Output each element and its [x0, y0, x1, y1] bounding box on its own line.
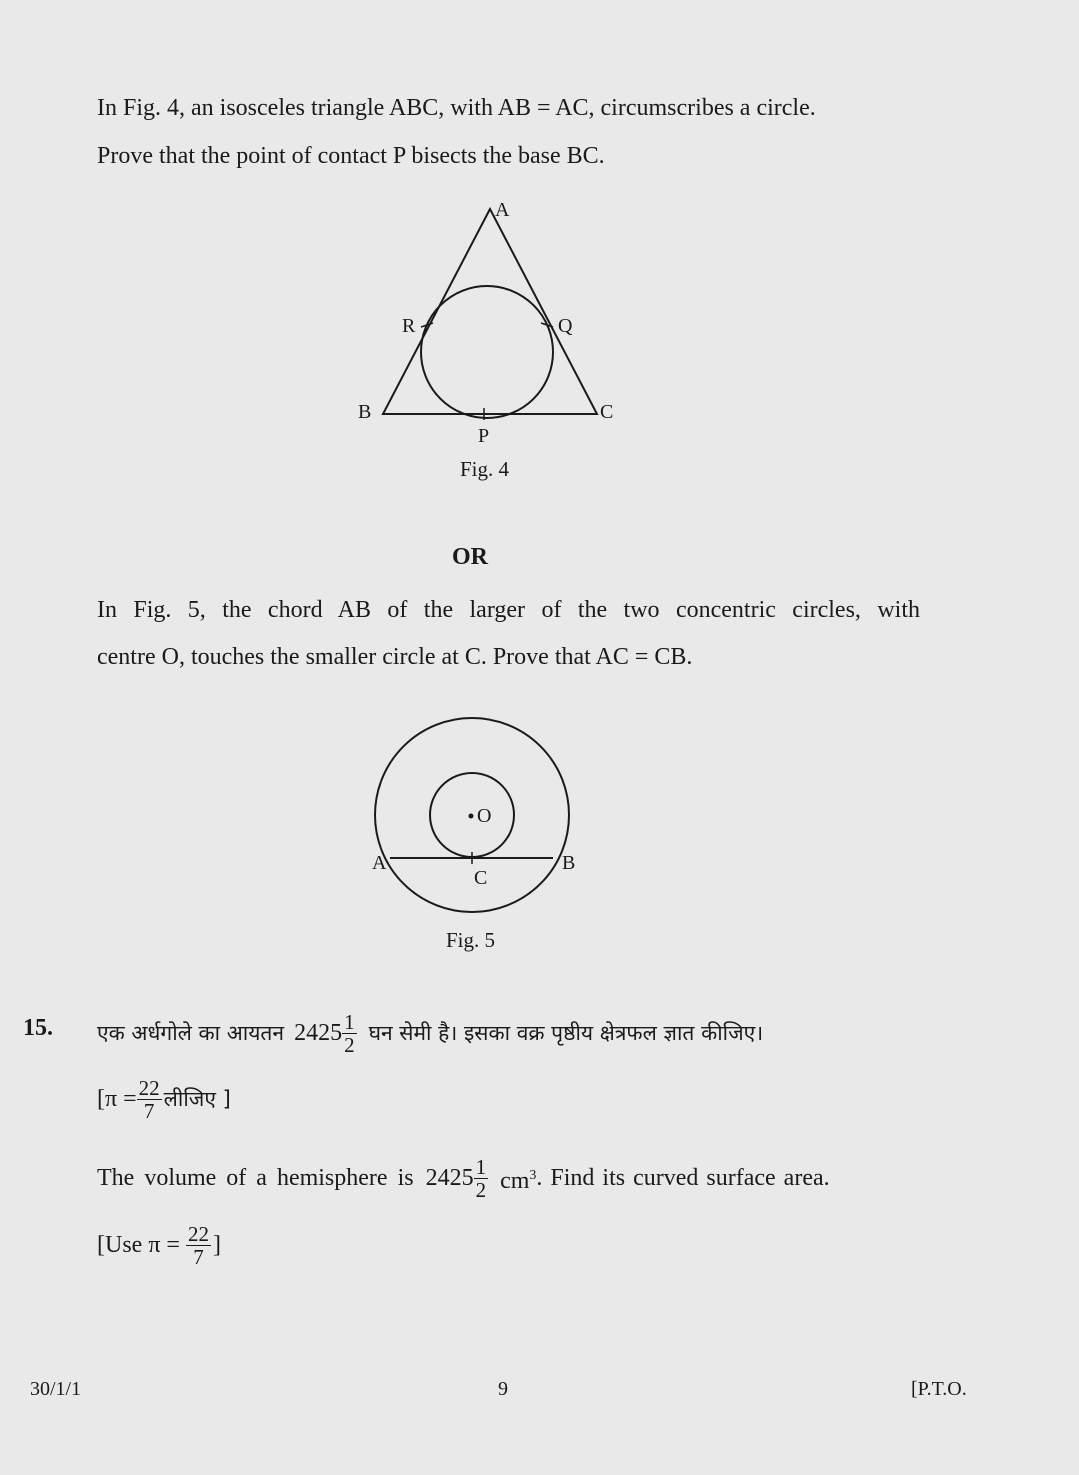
q15-english-volume-fraction: $\frac{1}{2}$: [475, 1154, 487, 1202]
point-q-label: Q: [558, 315, 573, 337]
figure-5-caption: Fig. 5: [446, 928, 496, 952]
q15-english-hint: [97, 1214, 221, 1276]
q15-english-volume-whole: 2425: [425, 1165, 474, 1191]
contact-c-label: C: [474, 867, 488, 889]
q15-english-text-post: . Find its curved surface area.: [536, 1165, 830, 1191]
paper-code: 30/1/1: [30, 1378, 82, 1400]
figure-4-caption: Fig. 4: [460, 457, 510, 481]
q15-hindi-line: [97, 1003, 763, 1063]
vertex-c-label: C: [600, 401, 614, 423]
hint-close-bracket: ]: [212, 1232, 221, 1258]
point-r-label: R: [402, 315, 416, 337]
hint-pi-label: [π =: [97, 1086, 137, 1112]
q14-alt-line-1: In Fig. 5, the chord AB of the larger of the two concentric circles, with: [97, 597, 920, 623]
or-separator: OR: [452, 544, 488, 570]
q15-hindi-text-pre: एक अर्धगोले का आयतन: [97, 1021, 285, 1045]
q15-hindi-hint: [97, 1068, 231, 1130]
q15-hindi-volume-whole: 2425: [294, 1020, 343, 1046]
vertex-b-label: B: [358, 401, 372, 423]
vertex-a-label: A: [495, 199, 510, 221]
q14-alt-line-2: centre O, touches the smaller circle at C. Prove that AC = CB.: [97, 644, 693, 670]
q15-english-text-pre: The volume of a hemisphere is: [97, 1165, 414, 1191]
centre-o-dot: [469, 814, 474, 819]
hint-use-pi-fraction: $\frac{22}{7}$: [187, 1221, 209, 1269]
figure-4-diagram: [340, 195, 640, 455]
point-p-label: P: [478, 425, 490, 447]
page-number: 9: [498, 1378, 508, 1400]
figure-5-diagram: [360, 710, 600, 920]
q15-hindi-text-post: घन सेमी है। इसका वक्र पृष्ठीय क्षेत्रफल ज्ञात कीजिए।: [368, 1021, 764, 1045]
chord-end-a-label: A: [372, 852, 387, 874]
hint-lijiye: लीजिए ]: [163, 1087, 231, 1111]
hint-use-pi-label: [Use π =: [97, 1232, 180, 1258]
please-turn-over: [P.T.O.: [911, 1378, 967, 1400]
q15-english-line: [97, 1148, 920, 1208]
q14-line-1: In Fig. 4, an isosceles triangle ABC, with AB = AC, circumscribes a circle.: [97, 95, 816, 121]
hint-pi-fraction: $\frac{22}{7}$: [138, 1075, 160, 1123]
q14-line-2: Prove that the point of contact P bisects the base BC.: [97, 143, 605, 169]
volume-unit: $cm^3$: [500, 1167, 537, 1194]
q15-hindi-volume-fraction: $\frac{1}{2}$: [344, 1009, 355, 1057]
question-number: 15.: [23, 1015, 53, 1041]
chord-end-b-label: B: [562, 852, 576, 874]
centre-o-label: O: [477, 805, 492, 827]
